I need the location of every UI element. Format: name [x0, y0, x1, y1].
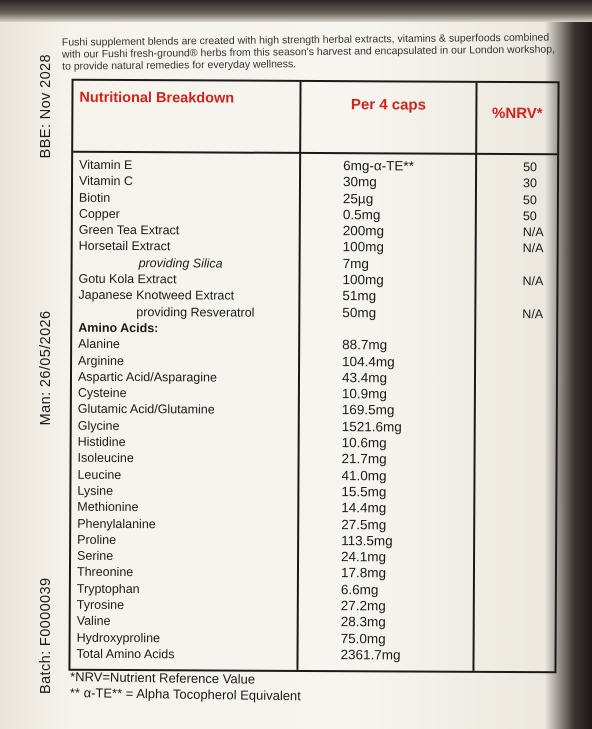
nutrient-amount: 200mg: [342, 223, 385, 239]
nutrient-name: Copper: [78, 206, 120, 221]
nutrient-amount: 24.1mg: [341, 549, 387, 565]
nutrient-nrv: 50: [522, 192, 537, 207]
header-nutritional-breakdown: Nutritional Breakdown: [79, 89, 235, 107]
nutrient-amount: 30mg: [342, 174, 377, 190]
nutrient-nrv: 50: [523, 160, 538, 175]
nutrient-name: Biotin: [78, 190, 111, 205]
nutrient-amount: 169.5mg: [341, 402, 395, 418]
nutrient-name: Total Amino Acids: [76, 646, 175, 662]
footnote-nrv: *NRV=Nutrient Reference Value: [70, 669, 256, 687]
nutrient-amount: 50mg: [342, 304, 377, 320]
nutrient-name: Cysteine: [77, 385, 127, 401]
nutrient-amount: 104.4mg: [342, 353, 395, 369]
nutrient-name: Histidine: [77, 434, 126, 450]
nutrient-name: Gotu Kola Extract: [78, 271, 177, 287]
nutrient-amount: 51mg: [342, 288, 377, 304]
nutrient-amount: 100mg: [342, 272, 384, 288]
nutrient-amount: 25µg: [342, 190, 374, 206]
nutrient-amount: 113.5mg: [341, 532, 393, 549]
container-top-edge: [0, 0, 592, 22]
table-body: [76, 157, 555, 665]
header-nrv: %NRV*: [492, 104, 543, 123]
nutrient-name: Arginine: [78, 353, 124, 368]
nutrient-name: Aspartic Acid/Asparagine: [77, 369, 217, 385]
nutrient-name: Amino Acids:: [78, 320, 159, 336]
nutrient-amount: 1521.6mg: [341, 418, 402, 435]
batch-number: Batch: F0000039: [38, 577, 54, 694]
table-row: [76, 646, 552, 665]
nutrient-name: Tyrosine: [76, 597, 125, 613]
nutrient-nrv: N/A: [522, 241, 544, 256]
nutrient-amount: 6.6mg: [340, 581, 379, 598]
nutrient-amount: 17.8mg: [340, 565, 387, 581]
nutrient-amount: 28.3mg: [340, 614, 386, 630]
nutrient-amount: 2361.7mg: [340, 647, 401, 663]
nutrient-amount: 6mg-α-TE**: [343, 158, 414, 174]
nutrient-name: Serine: [77, 548, 114, 564]
nutrient-nrv: 30: [522, 176, 537, 191]
nutrient-nrv: N/A: [522, 225, 544, 240]
nutrient-name: providing Silica: [138, 255, 223, 271]
nutrient-name: Glutamic Acid/Glutamine: [77, 402, 215, 417]
nutrient-amount: 14.4mg: [341, 500, 387, 516]
nutrient-name: Glycine: [77, 418, 120, 433]
nutrient-amount: 10.6mg: [341, 435, 387, 451]
nutrient-name: Japanese Knotweed Extract: [78, 288, 235, 303]
nutrient-name: Vitamin E: [79, 157, 133, 173]
nutrient-name: Vitamin C: [78, 174, 134, 189]
nutrient-amount: 27.2mg: [340, 598, 386, 614]
nutrient-nrv: N/A: [522, 274, 544, 289]
nutrient-name: Lysine: [77, 483, 114, 498]
nutrient-amount: 7mg: [342, 255, 369, 272]
nutrient-name: Valine: [76, 614, 111, 629]
nutrient-amount: 88.7mg: [342, 337, 388, 353]
footnote-alpha-te: ** α-TE** = Alpha Tocopherol Equivalent: [69, 685, 301, 704]
nutrient-nrv: 50: [522, 208, 537, 224]
nutrient-name: Threonine: [76, 565, 134, 580]
nutrient-nrv: N/A: [522, 306, 544, 321]
nutrient-amount: 10.9mg: [341, 386, 387, 402]
nutrient-name: Leucine: [77, 467, 122, 482]
nutrient-name: Horsetail Extract: [78, 239, 171, 254]
manufacture-date: Man: 26/05/2026: [38, 310, 54, 426]
nutrient-amount: 100mg: [342, 239, 384, 255]
nutrient-amount: 21.7mg: [341, 451, 387, 467]
nutrition-table: [68, 79, 559, 674]
best-before-date: BBE: Nov 2028: [38, 54, 54, 159]
nutrient-amount: 75.0mg: [340, 630, 386, 646]
footnotes: [70, 669, 490, 707]
nutrient-name: Green Tea Extract: [78, 222, 180, 238]
header-per-4-caps: Per 4 caps: [350, 96, 426, 114]
nutrient-name: Hydroxyproline: [76, 630, 161, 645]
nutrient-amount: 15.5mg: [341, 484, 387, 500]
nutrient-name: Methionine: [77, 499, 139, 515]
nutrient-amount: 0.5mg: [342, 207, 381, 223]
nutrient-name: providing Resveratrol: [136, 304, 255, 320]
nutrient-name: Isoleucine: [77, 451, 134, 466]
nutrient-name: Proline: [77, 532, 117, 547]
nutrient-amount: 27.5mg: [341, 516, 387, 532]
side-batch-info: [38, 54, 54, 694]
nutrient-name: Phenylalanine: [77, 516, 156, 531]
nutrient-amount: 43.4mg: [341, 370, 388, 386]
intro-text: Fushi supplement blends are created with high strength herbal extracts, vitamins & superfoods combined with our Fushi fresh-ground® herbs from this season's harvest and encapsulated in our London workshop, to provide natural remedies for everyday wellness.: [61, 31, 556, 73]
nutrient-name: Tryptophan: [76, 581, 140, 596]
nutrient-name: Alanine: [78, 337, 120, 352]
nutrient-amount: 41.0mg: [341, 467, 387, 484]
